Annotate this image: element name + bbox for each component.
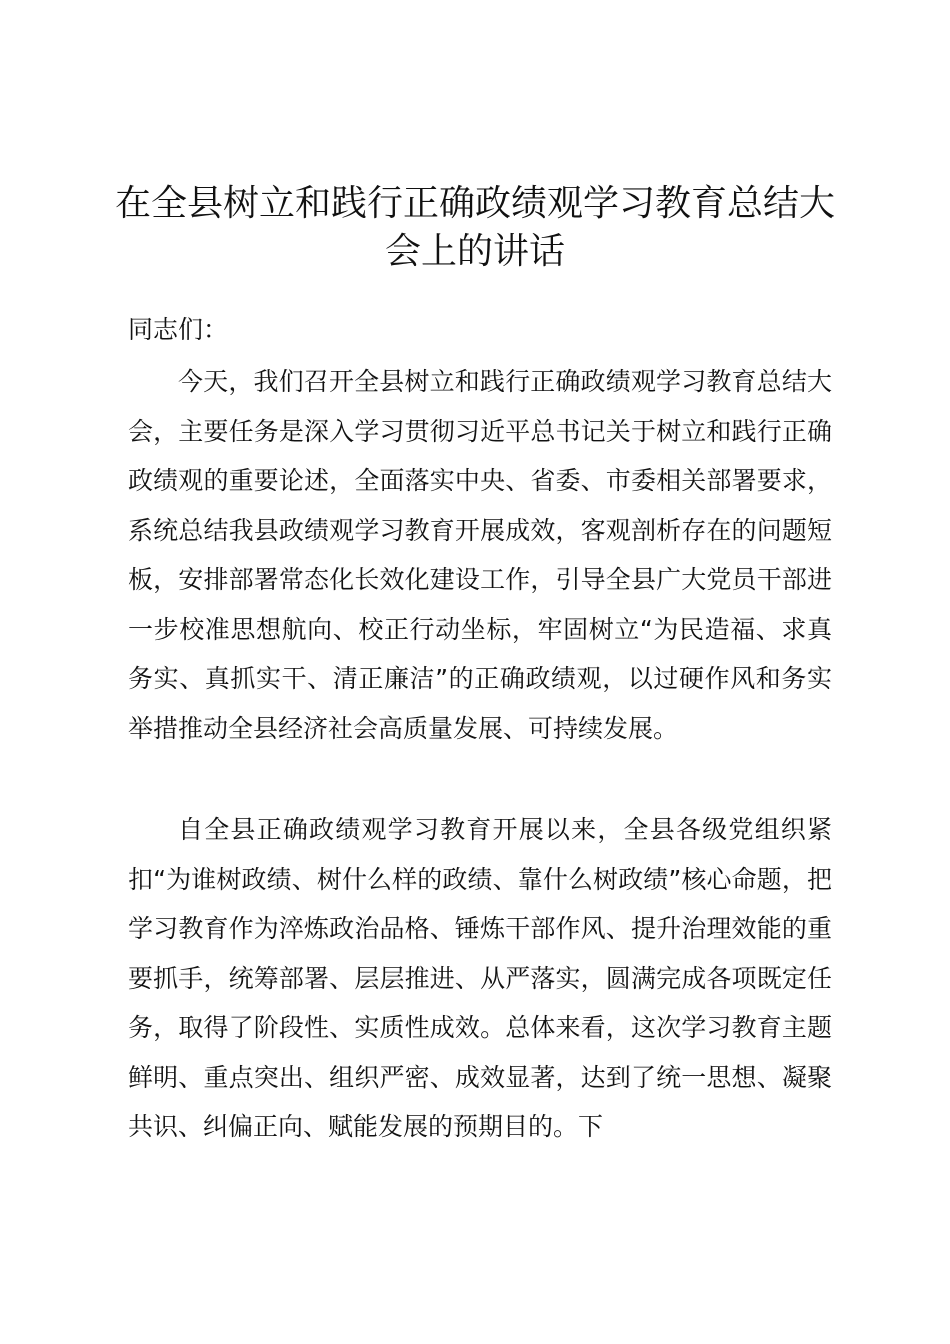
paragraph-2: 自全县正确政绩观学习教育开展以来，全县各级党组织紧扣“为谁树政绩、树什么样的政绩、靠什么树政绩”核心命题，把学习教育作为淬炼政治品格、锤炼干部作风、提升治理效能的重要抓手，统筹部署、层层推进、从严落实，圆满完成各项既定任务，取得了阶段性、实质性成效。总体来看，这次学习教育主题鲜明、重点突出、组织严密、成效显著，达到了统一思想、凝聚共识、纠偏正向、赋能发展的预期目的。下	[128, 815, 832, 1141]
salutation: 同志们：	[128, 315, 229, 344]
paragraph-1: 今天，我们召开全县树立和践行正确政绩观学习教育总结大会，主要任务是深入学习贯彻习近平总书记关于树立和践行正确政绩观的重要论述，全面落实中央、省委、市委相关部署要求，系统总结我县政绩观学习教育开展成效，客观剖析存在的问题短板，安排部署常态化长效化建设工作，引导全县广大党员干部进一步校准思想航向、校正行动坐标，牢固树立“为民造福、求真务实、真抓实干、清正廉洁”的正确政绩观，以过硬作风和务实举措推动全县经济社会高质量发展、可持续发展。	[128, 367, 832, 743]
document-title: 在全县树立和践行正确政绩观学习教育总结大会上的讲话	[114, 183, 835, 272]
